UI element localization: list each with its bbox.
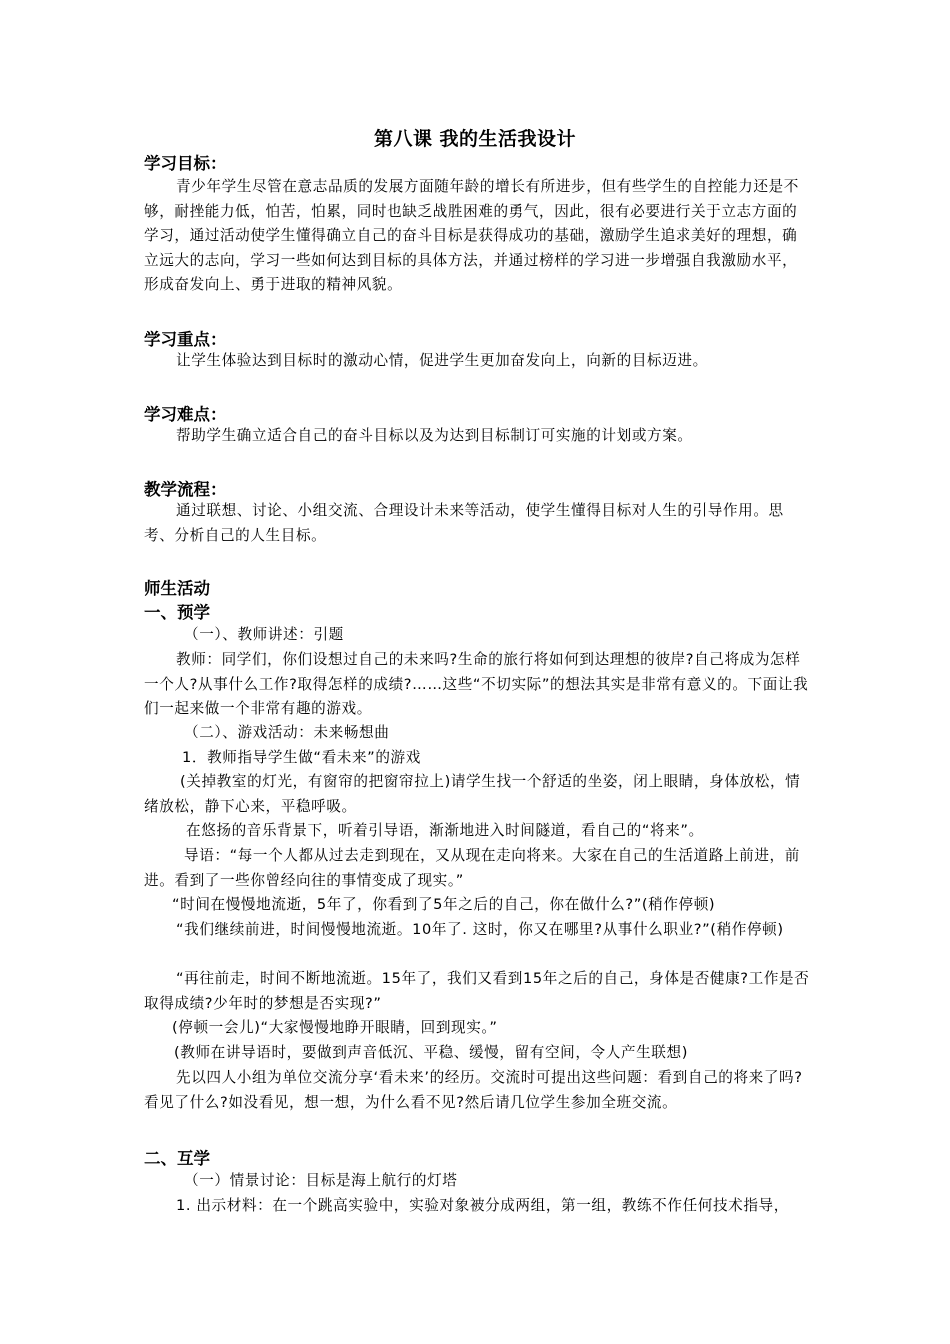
paragraph: （二）、游戏活动：未来畅想曲: [184, 724, 390, 741]
learning-goals-heading: 学习目标：: [144, 154, 227, 173]
key-points-text: 让学生体验达到目标时的激动心情，促进学生更加奋发向上，向新的目标迈进。: [176, 352, 708, 369]
paragraph: 教师：同学们，你们设想过自己的未来吗?生命的旅行将如何到达理想的彼岸?自己将成为怎样一个人?从事什么工作?取得怎样的成绩?……这些“不切实际”的想法其实是非常有意义的。下面让我们一起来做一个非常有趣的游戏。: [144, 651, 809, 717]
difficulties-text: 帮助学生确立适合自己的奋斗目标以及为达到目标制订可实施的计划或方案。: [176, 427, 693, 444]
lesson-title: 第八课 我的生活我设计: [373, 128, 577, 150]
activities-heading: 师生活动: [144, 579, 210, 598]
teaching-flow-heading: 教学流程：: [144, 480, 227, 499]
paragraph: 1. 出示材料：在一个跳高实验中，实验对象被分成两组，第一组，教练不作任何技术指导，: [176, 1197, 789, 1214]
paragraph: “时间在慢慢地流逝，5年了，你看到了5年之后的自己，你在做什么?”(稍作停顿): [172, 896, 716, 913]
teaching-flow-text: 通过联想、讨论、小组交流、合理设计未来等活动，使学生懂得目标对人生的引导作用。思考、分析自己的人生目标。: [144, 502, 784, 544]
paragraph: （一）、教师讲述：引题: [184, 626, 344, 643]
paragraph: “再往前走，时间不断地流逝。15年了，我们又看到15年之后的自己，身体是否健康?工作是否取得成绩?少年时的梦想是否实现?”: [144, 970, 810, 1012]
key-points-heading: 学习重点：: [144, 330, 227, 349]
paragraph: (教师在讲导语时，要做到声音低沉、平稳、缓慢，留有空间，令人产生联想): [174, 1044, 688, 1061]
paragraph: (停顿一会儿)“大家慢慢地睁开眼睛，回到现实。”: [172, 1019, 498, 1036]
part-one-heading: 一、预学: [144, 603, 210, 622]
paragraph: 先以四人小组为单位交流分享‘看未来’的经历。交流时可提出这些问题：看到自己的将来了吗?看见了什么?如没看见，想一想，为什么看不见?然后请几位学生参加全班交流。: [144, 1069, 803, 1111]
paragraph: 1．教师指导学生做“看未来”的游戏: [182, 749, 421, 766]
paragraph: 导语：“每一个人都从过去走到现在，又从现在走向将来。大家在自己的生活道路上前进，前进。看到了一些你曾经向往的事情变成了现实。”: [144, 847, 800, 889]
paragraph: （一）情景讨论：目标是海上航行的灯塔: [184, 1172, 458, 1189]
paragraph: “我们继续前进，时间慢慢地流逝。10年了. 这时，你又在哪里?从事什么职业?”(稍作停顿): [176, 921, 784, 938]
learning-goals-text: 青少年学生尽管在意志品质的发展方面随年龄的增长有所进步，但有些学生的自控能力还是不够，耐挫能力低，怕苦，怕累，同时也缺乏战胜困难的勇气，因此，很有必要进行关于立志方面的学习，通过活动使学生懂得确立自己的奋斗目标是获得成功的基础，激励学生追求美好的理想，确立远大的志向，学习一些如何达到目标的具体方法，并通过榜样的学习进一步增强自我激励水平，形成奋发向上、勇于进取的精神风貌。: [144, 178, 799, 293]
difficulties-heading: 学习难点：: [144, 405, 227, 424]
paragraph: 在悠扬的音乐背景下，听着引导语，渐渐地进入时间隧道，看自己的“将来”。: [186, 822, 704, 839]
part-two-heading: 二、互学: [144, 1149, 210, 1168]
paragraph: (关掉教室的灯光，有窗帘的把窗帘拉上)请学生找一个舒适的坐姿，闭上眼睛，身体放松，情绪放松，静下心来，平稳呼吸。: [144, 773, 801, 815]
